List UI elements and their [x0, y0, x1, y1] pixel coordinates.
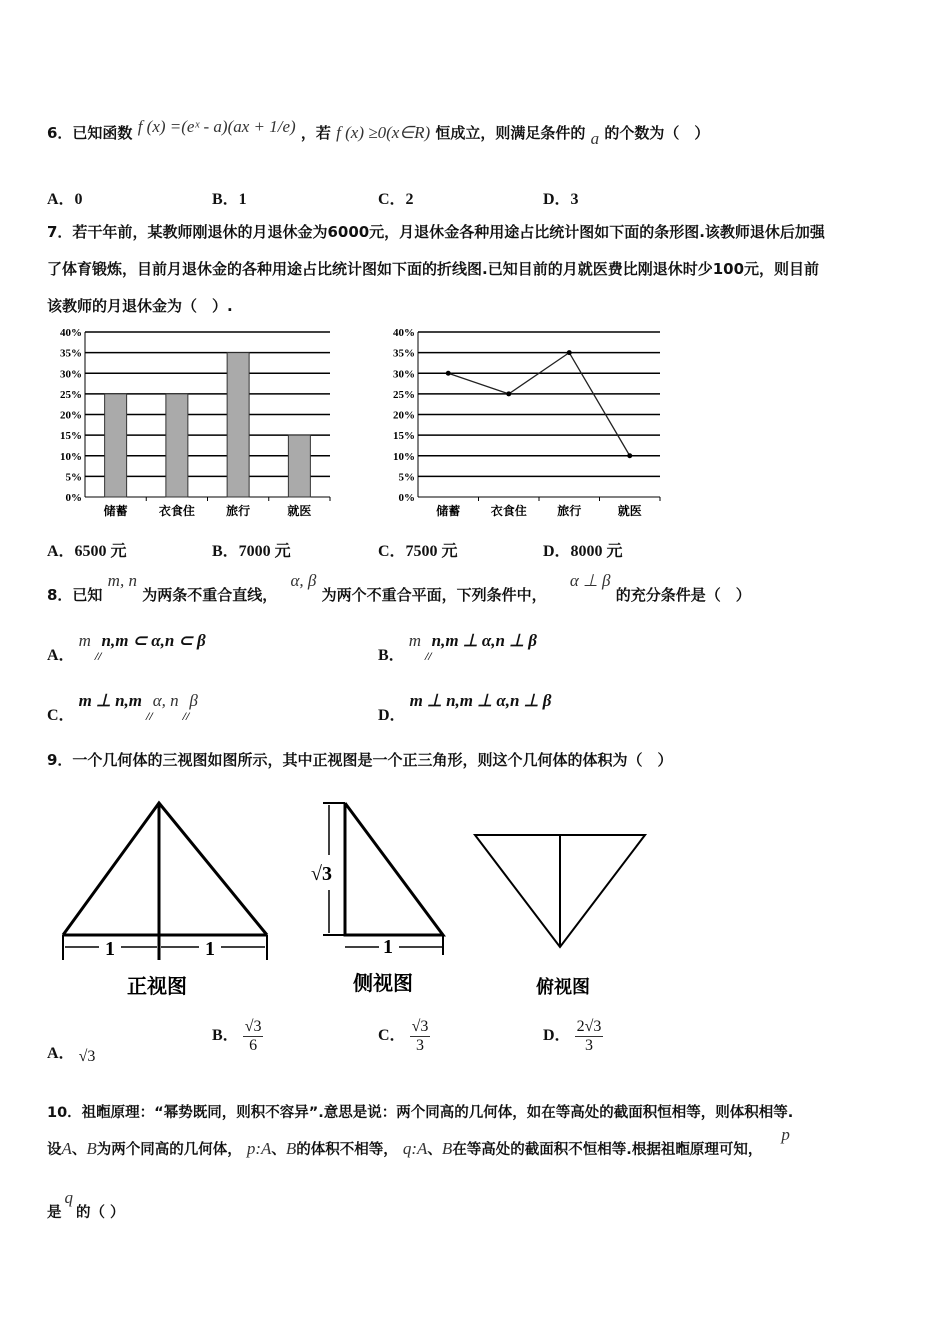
q7-option-d[interactable]: D．8000 元: [543, 543, 623, 560]
parallel-symbol: //: [424, 649, 432, 663]
var-b: B: [285, 1139, 297, 1158]
y-tick-label: 35%: [60, 347, 82, 360]
q6-option-c[interactable]: C．2: [378, 191, 414, 208]
q6-condition: f (x) ≥0(x∈R): [336, 123, 431, 142]
y-tick-label: 25%: [60, 388, 82, 401]
bar: [288, 435, 310, 497]
front-view-figure: [55, 795, 275, 1005]
q10-text: 设: [47, 1142, 62, 1158]
dim-label: 1: [105, 938, 115, 960]
q7-option-c[interactable]: C．7500 元: [378, 543, 458, 560]
y-tick-label: 15%: [60, 430, 82, 443]
bar: [105, 394, 127, 497]
q8-lines-var: m, n: [107, 571, 137, 590]
y-tick-label: 40%: [60, 327, 82, 339]
x-tick-label: 就医: [287, 504, 312, 518]
q10-text: 在等高处的截面积不恒相等.根据祖暅原理可知，: [452, 1142, 763, 1158]
q9-text: 9．一个几何体的三视图如图所示，其中正视图是一个正三角形，则这个几何体的体积为（ ）: [47, 751, 673, 769]
line-chart: [375, 322, 675, 522]
q8-text: 为两条不重合直线，: [142, 586, 278, 604]
option-label: D．: [543, 1027, 571, 1045]
numerator: √3: [411, 1018, 429, 1035]
option-label: A．: [47, 1045, 75, 1062]
q6-formula: f (x) =(eˣ - a)(ax + 1/e): [137, 117, 296, 136]
y-tick-label: 30%: [60, 368, 82, 381]
option-math: α, n: [152, 691, 179, 710]
dim-label: 1: [383, 936, 393, 958]
q8-option-a[interactable]: [47, 631, 206, 665]
y-tick-label: 0%: [398, 492, 415, 504]
q7-text: 7．若干年前，某教师刚退休的月退休金为6000元，月退休金各种用途占比统计图如下面的条形图.该教师退休后加强: [47, 223, 825, 241]
denominator: 3: [584, 1037, 593, 1054]
option-label: D．: [378, 707, 406, 724]
y-tick-label: 40%: [393, 327, 415, 339]
q6-text: 的个数为（ ）: [604, 124, 710, 142]
q10-text: 是: [47, 1205, 62, 1221]
data-point: [506, 391, 511, 396]
q10-text: 为两个同高的几何体，: [96, 1142, 242, 1158]
var-b: B: [86, 1139, 97, 1158]
bar-chart: [40, 322, 340, 522]
option-value: √3: [78, 1048, 96, 1066]
q8-text: 为两个不重合平面，下列条件中，: [321, 586, 547, 604]
q10-line2: [47, 1125, 790, 1159]
top-view-label: 俯视图: [536, 977, 590, 997]
q8-planes-var: α, β: [290, 571, 317, 590]
bar: [227, 353, 249, 497]
dim-label: √3: [311, 863, 332, 885]
q8-perp-expr: α ⊥ β: [569, 571, 611, 590]
y-tick-label: 0%: [65, 492, 82, 504]
q8-option-c[interactable]: [47, 691, 198, 725]
x-tick-label: 储蓄: [103, 504, 128, 518]
var-p: p: [246, 1139, 256, 1158]
data-point: [446, 371, 451, 376]
x-tick-label: 衣食住: [158, 504, 195, 518]
x-tick-label: 衣食住: [490, 504, 527, 518]
option-label: C．: [47, 707, 75, 724]
parallel-symbol: //: [94, 649, 102, 663]
q8-option-d[interactable]: [378, 691, 552, 725]
option-math: m ⊥ n,m ⊥ α,n ⊥ β: [409, 691, 552, 710]
q10-text: 、: [427, 1142, 442, 1158]
var-a: A: [261, 1139, 272, 1158]
q8-option-b[interactable]: [378, 631, 538, 665]
q8-text: 的充分条件是（ ）: [615, 586, 751, 604]
y-tick-label: 35%: [393, 347, 415, 360]
option-label: B．: [212, 1027, 239, 1045]
option-math: m ⊥ n,m: [78, 691, 143, 710]
q7-option-b[interactable]: B．7000 元: [212, 543, 291, 560]
option-math: m: [408, 631, 421, 650]
q9-option-c[interactable]: [378, 1018, 430, 1055]
front-view-label: 正视图: [127, 976, 187, 998]
q10-text: 10．祖暅原理：“幂势既同，则积不容异”.意思是说：两个同高的几何体，如在等高处的截面积恒相等，则体积相等.: [47, 1105, 794, 1121]
bar: [166, 394, 188, 497]
var-a: A: [417, 1139, 428, 1158]
parallel-symbol: //: [182, 709, 190, 723]
numerator: √3: [244, 1018, 262, 1035]
side-view-figure: [305, 795, 455, 1005]
y-tick-label: 5%: [398, 471, 415, 484]
var-q: q: [64, 1188, 73, 1207]
q9-option-b[interactable]: [212, 1018, 263, 1055]
option-math: m: [78, 631, 91, 650]
option-math: β: [189, 691, 198, 710]
top-view-figure: [470, 825, 650, 1005]
q10-text: 、: [271, 1142, 286, 1158]
numerator: 2√3: [576, 1018, 602, 1035]
q7-option-a[interactable]: A．6500 元: [47, 543, 127, 560]
side-view-label: 侧视图: [353, 973, 413, 995]
dim-label: 1: [205, 938, 215, 960]
y-tick-label: 20%: [60, 409, 82, 422]
x-tick-label: 就医: [617, 504, 642, 518]
y-tick-label: 25%: [393, 388, 415, 401]
q6-var: a: [590, 129, 600, 148]
colon: :: [411, 1139, 418, 1158]
y-tick-label: 20%: [393, 409, 415, 422]
y-tick-label: 5%: [65, 471, 82, 484]
q10-line3: [47, 1188, 125, 1222]
q7-text: 了体育锻炼，目前月退休金的各种用途占比统计图如下面的折线图.已知目前的月就医费比刚退休时少100元，则目前: [47, 260, 820, 278]
option-label: C．: [378, 1027, 406, 1045]
y-tick-label: 30%: [393, 368, 415, 381]
x-tick-label: 旅行: [226, 504, 251, 518]
data-point: [627, 453, 632, 458]
q7-text: 该教师的月退休金为（ ）.: [47, 297, 233, 315]
y-tick-label: 10%: [60, 450, 82, 463]
q10-text: 的体积不相等，: [296, 1142, 398, 1158]
var-b: B: [441, 1139, 453, 1158]
option-label: A．: [47, 647, 75, 664]
x-tick-label: 储蓄: [436, 504, 461, 518]
y-tick-label: 10%: [393, 450, 415, 463]
y-tick-label: 15%: [393, 430, 415, 443]
x-tick-label: 旅行: [557, 504, 582, 518]
var-p: p: [781, 1125, 790, 1144]
q9-option-a[interactable]: [47, 1040, 95, 1066]
var-q: q: [402, 1139, 412, 1158]
q8-text: 8．已知: [47, 586, 103, 604]
data-point: [567, 350, 572, 355]
question-8: [47, 571, 751, 605]
q6-stem: 6．已知函数: [47, 124, 133, 142]
q6-text: 恒成立，则满足条件的: [435, 124, 586, 142]
denominator: 3: [415, 1037, 424, 1054]
series-line: [448, 353, 630, 456]
option-math: n,m ⊂ α,n ⊂ β: [101, 631, 206, 650]
parallel-symbol: //: [146, 709, 153, 723]
question-6: [47, 117, 710, 148]
q6-option-d[interactable]: D．3: [543, 191, 579, 208]
q9-option-d[interactable]: [543, 1018, 603, 1055]
q10-text: 、: [71, 1142, 87, 1158]
option-math: n,m ⊥ α,n ⊥ β: [431, 631, 538, 650]
q6-option-b[interactable]: B．1: [212, 191, 247, 208]
colon: :: [255, 1139, 262, 1158]
var-a: A: [61, 1139, 72, 1158]
denominator: 6: [249, 1037, 258, 1054]
q10-text: 的（ ）: [76, 1205, 125, 1221]
q6-option-a[interactable]: A．0: [47, 191, 83, 208]
q6-text: ，若: [300, 124, 331, 142]
option-label: B．: [378, 647, 405, 664]
